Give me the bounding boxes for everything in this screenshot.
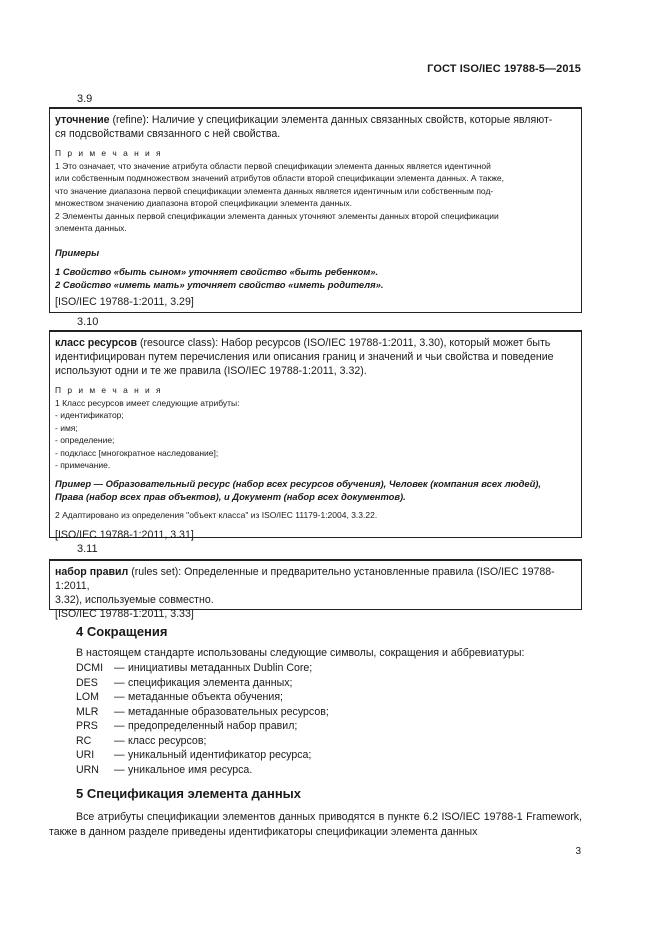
term-name: набор правил [55,566,129,578]
abbreviation-item: URI — уникальный идентификатор ресурса; [76,749,312,761]
note-line: или собственным подмножеством значений атрибутов области второй спецификации элемента данных. А также, [55,173,504,184]
note-line: 2 Элементы данных первой спецификации элемента данных уточняют элементы данных второй спецификации [55,210,499,221]
abbreviation-item: LOM — метаданные объекта обучения; [76,691,283,703]
term-number: 3.9 [77,93,93,105]
notes-heading: П р и м е ч а н и я [55,385,163,395]
section-4-title: 4 Сокращения [76,624,168,639]
page-number: 3 [575,846,581,857]
term-definition-line: используют одни и те же правила (ISO/IEC 19788-1:2011, 3.32). [55,365,367,377]
abbreviation-item: DCMI — инициативы метаданных Dublin Core; [76,662,313,674]
note-line: 1 Это означает, что значение атрибута области первой спецификации элемента данных является идентичной [55,161,491,171]
term-name: класс ресурсов [55,337,137,349]
document-code-header: ГОСТ ISO/IEC 19788-5—2015 [427,63,581,75]
section-5-title: 5 Спецификация элемента данных [76,786,302,801]
term-source: [ISO/IEC 19788-1:2011, 3.31] [55,528,194,541]
note-line: 2 Адаптировано из определения "объект класса" из ISO/IEC 11179-1:2004, 3.3.22. [55,510,378,521]
abbreviation-item: DES — спецификация элемента данных; [76,676,293,689]
section-5-text: Все атрибуты спецификации элементов данных приводятся в пункте 6.2 ISO/IEC 19788-1 Framework, также в данном разделе приведены идентификаторы спецификации элемента данных [49,811,582,838]
term-definition-line: идентифицирован путем перечисления или описания границ и значений и чьи свойства и поведение [55,351,554,363]
abbreviation-item: RC — класс ресурсов; [76,734,207,747]
abbreviation-item: URN — уникальное имя ресурса. [76,763,253,776]
example-line: Права (набор всех прав объектов), и Документ (набор всех документов). [55,491,406,503]
term-source: [ISO/IEC 19788-1:2011, 3.29] [55,296,194,309]
term-box-resource-class [49,330,582,541]
term-definition-line: ся подсвойствами связанного с ней свойства. [55,128,281,140]
examples-heading: Примеры [55,247,100,259]
example-line: 1 Свойство «быть сыном» уточняет свойство «быть ребенком». [55,266,379,278]
term-definition: уточнение (refine): Наличие у спецификации элемента данных связанных свойств, которые являют- [55,114,553,126]
note-line: - определение; [55,435,115,446]
example-line: Пример — Образовательный ресурс (набор всех ресурсов обучения), Человек (компания всех людей), [55,478,542,490]
abbreviation-item: PRS — предопределенный набор правил; [76,720,298,732]
note-line: элемента данных. [55,223,127,234]
note-line: 1 Класс ресурсов имеет следующие атрибуты: [55,398,240,408]
term-box-rules-set [49,559,582,620]
term-name: уточнение [55,114,110,126]
term-number: 3.11 [77,543,98,555]
term-definition: класс ресурсов (resource class): Набор ресурсов (ISO/IEC 19788-1:2011, 3.30), который может быть [55,337,551,349]
abbreviation-list [76,661,329,777]
note-line: - подкласс [многократное наследование]; [55,447,219,458]
term-definition: набор правил (rules set): Определенные и предварительно установленные правила (ISO/IEC 19788-1:2011, [55,566,555,592]
abbreviation-item: MLR — метаданные образовательных ресурсов; [76,705,329,718]
note-line: - примечание. [55,460,111,471]
term-number: 3.10 [77,316,99,328]
note-line: множеством значению диапазона второй спецификации элемента данных. [55,198,353,209]
note-line: - идентификатор; [55,410,124,421]
section-4-intro: В настоящем стандарте использованы следующие символы, сокращения и аббревиатуры: [76,647,525,659]
notes-heading: П р и м е ч а н и я [55,148,163,158]
note-line: - имя; [55,422,78,433]
note-line: что значение диапазона первой спецификации элемента данных является идентичным или собственным под- [55,185,494,196]
term-box-refine [49,107,582,313]
term-definition-line: 3.32), используемые совместно. [55,594,214,606]
example-line: 2 Свойство «иметь мать» уточняет свойство «иметь родителя». [55,279,384,291]
term-source: [ISO/IEC 19788-1:2011, 3.33] [55,608,194,620]
